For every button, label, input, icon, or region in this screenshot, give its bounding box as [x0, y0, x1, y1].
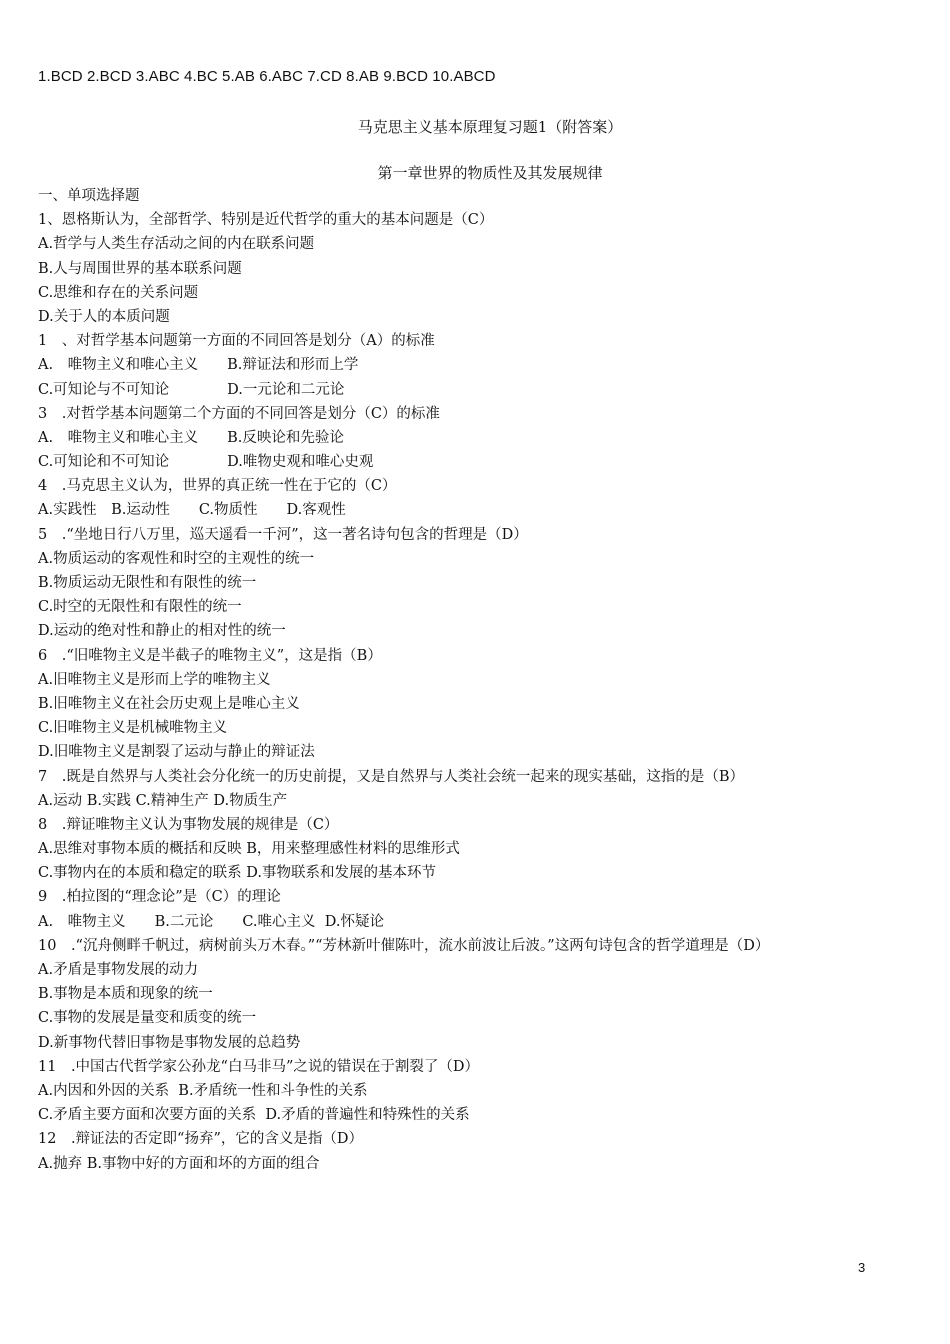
- page-number: 3: [858, 1260, 866, 1275]
- text-line: D.运动的绝对性和静止的相对性的统一: [38, 623, 286, 640]
- text-line: A.内因和外因的关系 B.矛盾统一性和斗争性的关系: [38, 1082, 368, 1099]
- text-line: C.旧唯物主义是机械唯物主义: [38, 720, 228, 737]
- text-line: A. 唯物主义和唯心主义 B.反映论和先验论: [38, 429, 344, 446]
- text-line: B.旧唯物主义在社会历史观上是唯心主义: [38, 695, 300, 712]
- text-line: 3 .对哲学基本问题第二个方面的不同回答是划分（C）的标准: [38, 405, 440, 422]
- text-line: 9 .柏拉图的“理念论”是（C）的理论: [38, 889, 281, 906]
- text-line: 1、恩格斯认为，全部哲学、特别是近代哲学的重大的基本问题是（C）: [38, 212, 494, 229]
- text-line: C.可知论与不可知论 D.一元论和二元论: [38, 381, 345, 398]
- text-line: A.思维对事物本质的概括和反映 B，用来整理感性材料的思维形式: [38, 841, 460, 858]
- text-line: A.哲学与人类生存活动之间的内在联系问题: [38, 236, 315, 253]
- document-title: 马克思主义基本原理复习题1（附答案）: [357, 118, 623, 136]
- text-line: 6 .“旧唯物主义是半截子的唯物主义”，这是指（B）: [38, 647, 382, 664]
- text-line: C.可知论和不可知论 D.唯物史观和唯心史观: [38, 454, 374, 471]
- text-line: A. 唯物主义 B.二元论 C.唯心主义 D.怀疑论: [38, 913, 384, 930]
- text-line: 10 .“沉舟侧畔千帆过，病树前头万木春。”“芳林新叶催陈叶，流水前波让后波。”这两句诗包含的哲学道理是（D）: [38, 937, 770, 954]
- text-line: A.实践性 B.运动性 C.物质性 D.客观性: [38, 502, 346, 519]
- text-line: C.矛盾主要方面和次要方面的关系 D.矛盾的普遍性和特殊性的关系: [38, 1107, 470, 1124]
- text-line: 1 、对哲学基本问题第一方面的不同回答是划分（A）的标准: [38, 333, 435, 350]
- text-line: A.物质运动的客观性和时空的主观性的统一: [38, 550, 315, 567]
- text-line: C.事物内在的本质和稳定的联系 D.事物联系和发展的基本环节: [38, 865, 437, 882]
- text-line: 12 .辩证法的否定即“扬弃”，它的含义是指（D）: [38, 1131, 364, 1148]
- text-line: C.时空的无限性和有限性的统一: [38, 599, 242, 616]
- text-line: D.关于人的本质问题: [38, 308, 170, 325]
- answer-key: 1.BCD 2.BCD 3.ABC 4.BC 5.AB 6.ABC 7.CD 8.AB 9.BCD 10.ABCD: [38, 68, 496, 85]
- text-line: 4 .马克思主义认为，世界的真正统一性在于它的（C）: [38, 478, 397, 495]
- text-line: 11 .中国古代哲学家公孙龙“白马非马”之说的错误在于割裂了（D）: [38, 1058, 480, 1075]
- text-line: A.运动 B.实践 C.精神生产 D.物质生产: [38, 792, 288, 809]
- text-line: C.思维和存在的关系问题: [38, 284, 199, 301]
- chapter-title: 第一章世界的物质性及其发展规律: [377, 164, 603, 182]
- text-line: A.抛弃 B.事物中好的方面和坏的方面的组合: [38, 1155, 320, 1172]
- question-list: [38, 184, 918, 1176]
- text-line: D.旧唯物主义是割裂了运动与静止的辩证法: [38, 744, 315, 761]
- text-line: D.新事物代替旧事物是事物发展的总趋势: [38, 1034, 301, 1051]
- text-line: 8 .辩证唯物主义认为事物发展的规律是（C）: [38, 816, 339, 833]
- text-line: B.人与周围世界的基本联系问题: [38, 260, 242, 277]
- text-line: 5 .“坐地日行八万里，巡天遥看一千河”，这一著名诗句包含的哲理是（D）: [38, 526, 528, 543]
- text-line: A. 唯物主义和唯心主义 B.辩证法和形而上学: [38, 357, 359, 374]
- text-line: B.物质运动无限性和有限性的统一: [38, 575, 257, 591]
- text-line: B.事物是本质和现象的统一: [38, 986, 213, 1003]
- text-line: A.矛盾是事物发展的动力: [38, 962, 199, 978]
- text-line: C.事物的发展是量变和质变的统一: [38, 1010, 257, 1027]
- text-line: 一、单项选择题: [38, 188, 140, 204]
- text-line: 7 .既是自然界与人类社会分化统一的历史前提，又是自然界与人类社会统一起来的现实基础，这指的是（B）: [38, 768, 744, 785]
- text-line: A.旧唯物主义是形而上学的唯物主义: [38, 671, 271, 688]
